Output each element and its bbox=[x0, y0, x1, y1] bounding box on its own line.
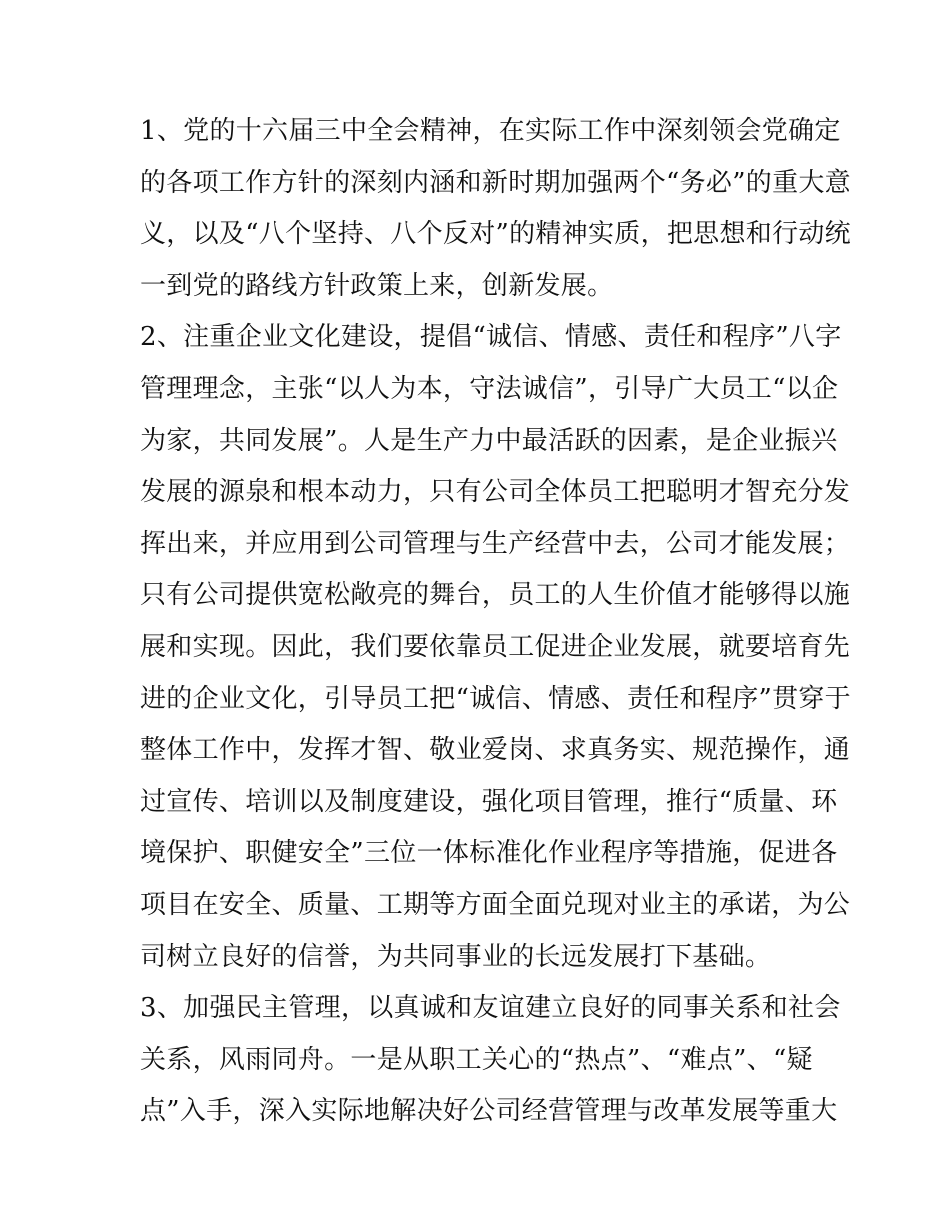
text-line: 过宣传、培训以及制度建设，强化项目管理，推行“质量、环 bbox=[140, 786, 838, 817]
text-line: 只有公司提供宽松敞亮的舞台，员工的人生价值才能够得以施 bbox=[140, 580, 851, 611]
text-line: 管理理念，主张“以人为本，守法诚信”，引导广大员工“以企 bbox=[140, 373, 839, 404]
text-line: 关系，风雨同舟。一是从职工关心的“热点”、“难点”、“疑 bbox=[140, 1044, 813, 1075]
text-line: 一到党的路线方针政策上来，创新发展。 bbox=[140, 270, 614, 301]
text-line: 1、党的十六届三中全会精神，在实际工作中深刻领会党确定 bbox=[140, 116, 841, 146]
text-line: 发展的源泉和根本动力，只有公司全体员工把聪明才智充分发 bbox=[140, 477, 851, 508]
document-body bbox=[140, 106, 851, 1138]
text-line: 的各项工作方针的深刻内涵和新时期加强两个“务必”的重大意 bbox=[140, 167, 851, 198]
text-line: 3、加强民主管理，以真诚和友谊建立良好的同事关系和社会 bbox=[140, 993, 841, 1024]
text-line: 义，以及“八个坚持、八个反对”的精神实质，把思想和行动统 bbox=[140, 219, 851, 250]
text-line: 展和实现。因此，我们要依靠员工促进企业发展，就要培育先 bbox=[140, 631, 851, 662]
text-line: 司树立良好的信誉，为共同事业的长远发展打下基础。 bbox=[140, 941, 772, 972]
text-line: 项目在安全、质量、工期等方面全面兑现对业主的承诺，为公 bbox=[140, 889, 851, 920]
text-line: 境保护、职健安全”三位一体标准化作业程序等措施，促进各 bbox=[140, 838, 838, 869]
text-line: 2、注重企业文化建设，提倡“诚信、情感、责任和程序”八字 bbox=[140, 322, 842, 353]
text-line: 进的企业文化，引导员工把“诚信、情感、责任和程序”贯穿于 bbox=[140, 683, 851, 714]
text-line: 为家，共同发展”。人是生产力中最活跃的因素，是企业振兴 bbox=[140, 425, 838, 456]
text-line: 点”入手，深入实际地解决好公司经营管理与改革发展等重大 bbox=[140, 1096, 838, 1127]
text-line: 挥出来，并应用到公司管理与生产经营中去，公司才能发展； bbox=[140, 528, 851, 559]
text-line: 整体工作中，发挥才智、敬业爱岗、求真务实、规范操作，通 bbox=[140, 735, 851, 766]
